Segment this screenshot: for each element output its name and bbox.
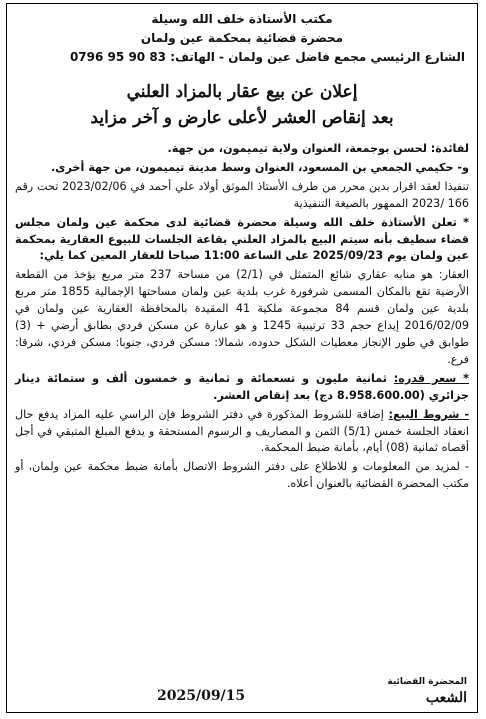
- price-paragraph: [15, 371, 469, 405]
- office-address: الشارع الرئيسي مجمع فاضل عين ولمان - الهاتف: 83 90 95 0796: [69, 50, 465, 64]
- price-label: * سعر قدره:: [393, 371, 469, 385]
- title-line-1: إعلان عن بيع عقار بالمزاد العلني: [126, 82, 358, 102]
- office-name: مكتب الأستاذة خلف الله وسيلة: [151, 12, 333, 26]
- beneficiary-paragraph: [15, 141, 469, 158]
- price-text: ثمانية مليون و تسعمائة و ثمانية و خمسون ألف و ستمائة دينار جزائري (8.958.600.00 دج) بعد إنقاص العشر.: [15, 371, 469, 402]
- conditions-paragraph: [15, 407, 469, 458]
- court-name: محضرة قضائية بمحكمة عين ولمان: [140, 31, 344, 45]
- notice-body: [15, 141, 469, 493]
- property-paragraph: العقار: هو منابه عقاري شائع المتمثل في (2/1) من مساحة 237 متر مربع يؤخذ من القطعة الأرضية تقع بالمكان المسمى شرفورة غرب بلدية عين ولمان مساحتها الإجمالية 1855 متر مربع بلدية عين ولمان قسم 84 مجموعة ملكية 41 المقيدة بالمحافظة العقارية عين ولمان في 2016/02/09 إيداع حجم 33 ترتيبية 1245 و هو عبارة عن مسكن فردي بطابق أرضي + (3) طوابق في طور الإنجاز معطيات الشكل حدوده، شمالا: مسكن فردي، جنوبا: مسكن فردي، شرقا: فرع.: [15, 268, 470, 366]
- conditions-label: - شروط البيع:: [388, 407, 469, 421]
- beneficiary-label: لفائدة:: [430, 142, 469, 155]
- notice-header: [15, 10, 469, 67]
- title-line-2: بعد إنقاص العشر لأعلى عارض و آخر مزايد: [90, 108, 394, 128]
- conditions-text: إضافة للشروط المذكورة في دفتر الشروط فإن الراسي عليه المزاد يدفع حال انعقاد الجلسة خمس (5/1) الثمن و المصاريف و الرسوم المستحقة و يدفع المبلغ المتبقي في أجل أقصاه ثمانية (08) أيام، بأمانة ضبط المحكمة.: [15, 407, 469, 455]
- publication-name: الشعب: [425, 690, 467, 706]
- announcement-paragraph: * تعلن الأستاذة خلف الله وسيلة محضرة قضائية لدى محكمة عين ولمان مجلس قضاء سطيف بأنه سيتم البيع بالمزاد العلني بقاعة الجلسات للبيوع العقارية بمحكمة عين ولمان يوم 2025/09/23 على الساعة 11:00 صباحا للعقار المعين كما يلي:: [15, 215, 469, 263]
- notice-title: [15, 79, 469, 131]
- info-paragraph: - لمزيد من المعلومات و للاطلاع على دفتر الشروط الاتصال بأمانة ضبط محكمة عين ولمان، أو مكتب المحضرة القضائية بالعنوان أعلاه.: [15, 460, 469, 491]
- debtor-paragraph: و- حكيمي الجمعي بن المسعود، العنوان وسط مدينة تيميمون، من جهة أخرى.: [50, 160, 469, 174]
- legal-notice: [6, 3, 478, 713]
- beneficiary-text: لحسن بوجمعة، العنوان ولاية تيميمون، من جهة.: [167, 142, 431, 155]
- publication-date: 2025/09/15: [157, 688, 246, 704]
- notice-footer: [17, 676, 467, 706]
- bailiff-stamp: المحضرة القضائية: [387, 677, 467, 687]
- enforcement-paragraph: تنفيذا لعقد اقرار بدين محرر من طرف الأستاذ الموثق أولاد علي أحمد في 2023/02/06 تحت رقم 166 /2023 الممهور بالصيغة التنفيذية: [15, 179, 469, 210]
